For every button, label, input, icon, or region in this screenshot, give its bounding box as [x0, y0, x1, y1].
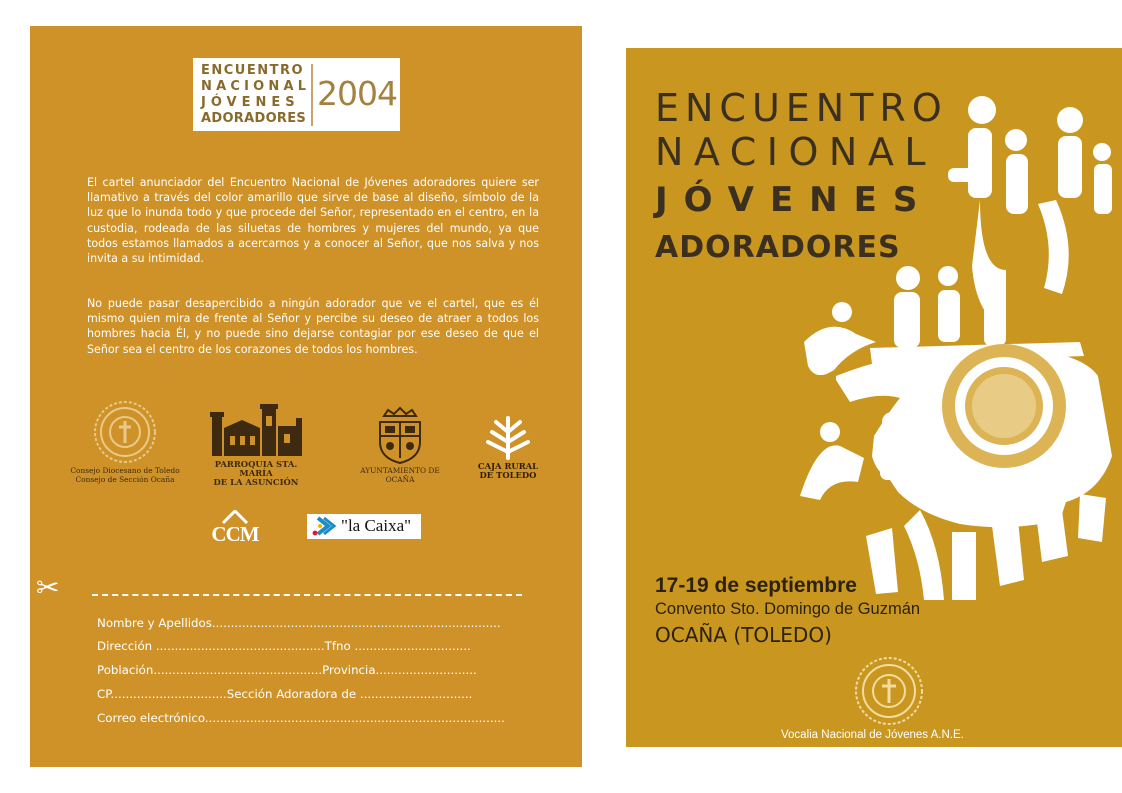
logo-word: JÓVENES: [201, 95, 300, 110]
description-paragraph: No puede pasar desapercibido a ningún adorador que ve el cartel, que es él mismo quien mira de frente al Señor y percibe su deseo de atraer a todos los hombres hacia Él, y no puede sino dejarse contagiar por ese deseo de que el Señor sea el centro de los corazones de todos los hombres.: [87, 297, 539, 356]
sponsor-caja-rural: [470, 412, 546, 480]
coat-of-arms-icon: [372, 406, 428, 466]
sponsor-caption: Consejo Diocesano de Toledo: [70, 466, 180, 475]
adoracion-seal-icon: [90, 398, 160, 466]
cut-line: [92, 594, 522, 596]
form-field-postcode[interactable]: CP...............................Sección Adoradora de ..............................: [97, 687, 473, 701]
church-icon: [206, 402, 306, 460]
form-field-town[interactable]: Población.............................................Provincia...........................: [97, 663, 477, 677]
silhouettes-illustration: [780, 80, 1122, 640]
description-paragraph: El cartel anunciador del Encuentro Nacional de Jóvenes adoradores quiere ser llamativo a través del color amarillo que sirve de base al diseño, símbolo de la luz que lo inunda todo y que procede del Señor, representado en el centro, en la custodia, rodeada de las siluetas de hombres y mujeres del mundo, ya que todos estamos llamados a acercarnos y a conocer al Señor, que nos salva y nos invita a su intimidad.: [87, 176, 539, 266]
form-field-address[interactable]: Dirección .............................................Tfno ...............................: [97, 639, 471, 653]
poster-title-line: ENCUENTRO: [655, 86, 948, 130]
brochure-back-panel: [30, 26, 582, 767]
event-logo-words: [201, 63, 311, 127]
logo-word: ADORADORES: [201, 111, 307, 126]
sponsor-consejo: [70, 398, 180, 484]
sponsor-caption: DE TOLEDO: [479, 470, 537, 480]
logo-divider: [311, 64, 313, 126]
poster-title-line: JÓVENES: [655, 180, 934, 220]
event-city: OCAÑA (TOLEDO): [655, 623, 832, 647]
sponsor-ccm: [207, 510, 263, 544]
logo-word: ENCUENTRO: [201, 63, 305, 78]
event-dates: 17-19 de septiembre: [655, 574, 857, 597]
poster-footer: Vocalia Nacional de Jóvenes A.N.E.: [781, 729, 964, 741]
logo-year: 2004: [317, 74, 397, 113]
sponsor-caption: DE LA ASUNCIÓN: [213, 477, 299, 487]
scissors-icon: ✂: [36, 571, 60, 604]
form-field-name[interactable]: Nombre y Apellidos.............................................................................: [97, 616, 501, 630]
caixa-star-icon: [310, 514, 340, 539]
sponsor-caption: CAJA RURAL: [477, 461, 539, 471]
sponsor-parroquia: [203, 402, 309, 487]
sponsor-caption: AYUNTAMIENTO DE OCAÑA: [360, 466, 440, 484]
poster-title-line: ADORADORES: [655, 230, 901, 265]
sponsor-caption: PARROQUIA STA. MARÍA: [214, 459, 298, 478]
logo-word: NACIONAL: [201, 79, 311, 94]
form-field-email[interactable]: Correo electrónico................................................................................: [97, 711, 505, 725]
wheat-logo-icon: [478, 412, 538, 462]
sponsor-ayuntamiento: [350, 406, 450, 484]
ccm-label: CCM: [211, 522, 259, 546]
caixa-label: "la Caixa": [341, 516, 412, 535]
adoracion-seal-icon: [851, 654, 927, 728]
event-logo: [193, 58, 400, 131]
poster-title-line: NACIONAL: [655, 130, 936, 174]
sponsor-caption: Consejo de Sección Ocaña: [75, 475, 175, 484]
event-venue: Convento Sto. Domingo de Guzmán: [655, 600, 921, 618]
sponsor-la-caixa: [307, 514, 421, 539]
